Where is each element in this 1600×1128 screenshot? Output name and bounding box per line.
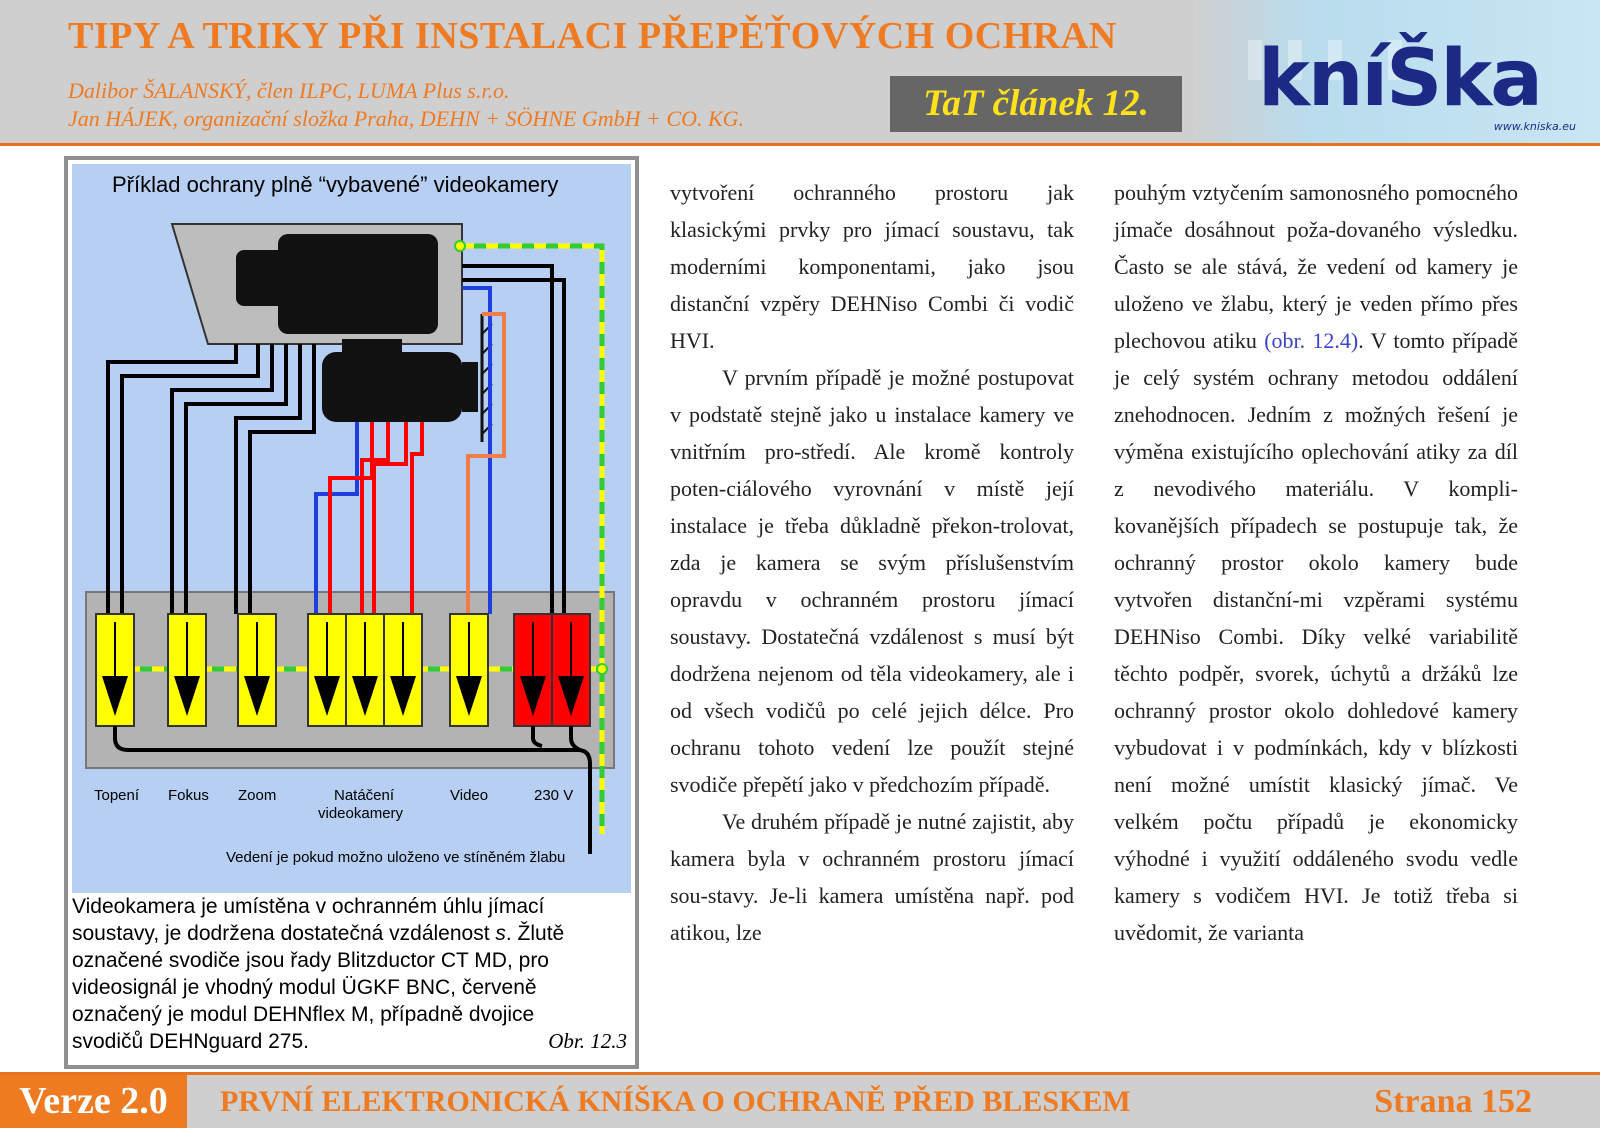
label-power: 230 V (534, 787, 574, 804)
module-rotation-1 (308, 614, 346, 726)
paragraph: pouhým vztyčením samonosného pomocného jímače dosáhnout poža-dovaného výsledku. Často se ale stává, že vedení od kamery je uloženo ve žlabu, který je veden přímo přes plechovou atiku (obr. 12.4). V tomto případě je celý systém ochrany metodou oddálení znehodnocen. Jedním z možných řešení je výměna existujícího oplechování atiky za díl z nevodivého materiálu. V kompli-kovanějších případech se postupuje tak, že ochranný prostor okolo kamery bude vytvořen distanční-mi vzpěrami systému DEHNiso Combi. Díky velké variabilitě těchto podpěr, svorek, úchytů a držáků lze ochranný prostor okolo dohledové kamery vybudovat i v podmínkách, kdy v blízkosti není možné umístit klasický jímač. Ve velkém počtu případů je ekonomicky výhodné i využití oddáleného svodu vedle kamery s vodičem HVI. Je totiž třeba si uvědomit, že varianta (1114, 180, 1518, 945)
label-rotation-2: videokamery (318, 805, 404, 822)
surge-modules (96, 614, 590, 726)
figure-12-3 (64, 156, 639, 1069)
pan-tilt-head-icon (322, 352, 462, 422)
label-video: Video (450, 787, 489, 804)
caption-line-4: videosignál je vhodný modul ÜGKF BNC, červeně (72, 976, 537, 999)
module-zoom (238, 614, 276, 726)
text-column-1 (670, 174, 1074, 951)
logo-url: www.kniska.eu (1493, 120, 1576, 133)
caption-line-2: soustavy, je dodržena dostatečná vzdálenost s. Žlutě (72, 922, 565, 945)
earth-terminal-icon (597, 664, 607, 674)
pan-tilt-arm-icon (462, 362, 478, 412)
label-zoom: Zoom (238, 787, 277, 804)
footer-title: PRVNÍ ELEKTRONICKÁ KNÍŠKA O OCHRANĚ PŘED BLESKEM (220, 1085, 1131, 1118)
article-badge: TaT článek 12. (890, 76, 1182, 132)
author-line-2: Jan HÁJEK, organizační složka Praha, DEHN + SÖHNE GmbH + CO. KG. (68, 106, 745, 131)
module-power-1 (514, 614, 552, 726)
logo-wordmark: kníŠka (1258, 34, 1541, 124)
figure-link[interactable]: (obr. 12.4) (1264, 328, 1359, 353)
module-heating-1 (96, 614, 134, 726)
figure-reference: Obr. 12.3 (548, 1029, 627, 1053)
paragraph: Ve druhém případě je nutné zajistit, aby kamera byla v ochranném prostoru jímací sou-stavy. Je-li kamera umístěna např. pod atikou, lze (670, 809, 1074, 945)
paragraph: V prvním případě je možné postupovat v podstatě stejně jako u instalace kamery ve vnitřním pro-středí. Ale kromě kontroly poten-ciálového vyrovnání v místě její instalace je třeba důkladně překon-trolovat, zda je kamera se svým příslušenstvím opravdu v ochranném prostoru jímací soustavy. Dostatečná vzdálenost s musí být dodržena nejenom od těla videokamery, ale i od všech vodičů po celé jejich délce. Pro ochranu tohoto vedení lze použít stejné svodiče přepětí jako v předchozím případě. (670, 365, 1074, 797)
footer-divider (0, 1072, 1600, 1075)
page-title: TIPY A TRIKY PŘI INSTALACI PŘEPĚŤOVÝCH OCHRAN (68, 15, 1117, 57)
page-number: Strana 152 (1374, 1083, 1532, 1120)
module-video (450, 614, 488, 726)
earth-terminal-icon (455, 241, 465, 251)
author-line-1: Dalibor ŠALANSKÝ, člen ILPC, LUMA Plus s.r.o. (68, 78, 510, 103)
module-focus (168, 614, 206, 726)
text-column-2 (1114, 174, 1518, 951)
caption-line-5: označený je modul DEHNflex M, případně dvojice (72, 1003, 535, 1026)
figure-caption (72, 893, 631, 1061)
kniska-logo (1188, 0, 1600, 143)
caption-line-3: označené svodiče jsou řady Blitzductor CT MD, pro (72, 949, 549, 972)
diagram (72, 164, 631, 899)
cable-tray-note: Vedení je pokud možno uloženo ve stíněném žlabu (226, 849, 566, 866)
module-rotation-2 (346, 614, 384, 726)
label-heating: Topení (94, 787, 140, 804)
diagram-title: Příklad ochrany plně “vybavené” videokamery (112, 172, 559, 197)
module-power-2 (552, 614, 590, 726)
camera-body-icon (278, 234, 438, 334)
caption-line-6: svodičů DEHNguard 275. Obr. 12.3 (72, 1029, 627, 1053)
label-focus: Fokus (168, 787, 209, 804)
caption-line-1: Videokamera je umístěna v ochranném úhlu jímací (72, 895, 545, 918)
header-divider (0, 143, 1600, 146)
label-rotation-1: Natáčení (334, 787, 395, 804)
paragraph: vytvoření ochranného prostoru jak klasickými prvky pro jímací soustavu, tak moderními komponentami, jako jsou distanční vzpěry DEHNiso Combi či vodič HVI. (670, 180, 1074, 353)
module-rotation-3 (384, 614, 422, 726)
version-badge: Verze 2.0 (0, 1075, 187, 1128)
